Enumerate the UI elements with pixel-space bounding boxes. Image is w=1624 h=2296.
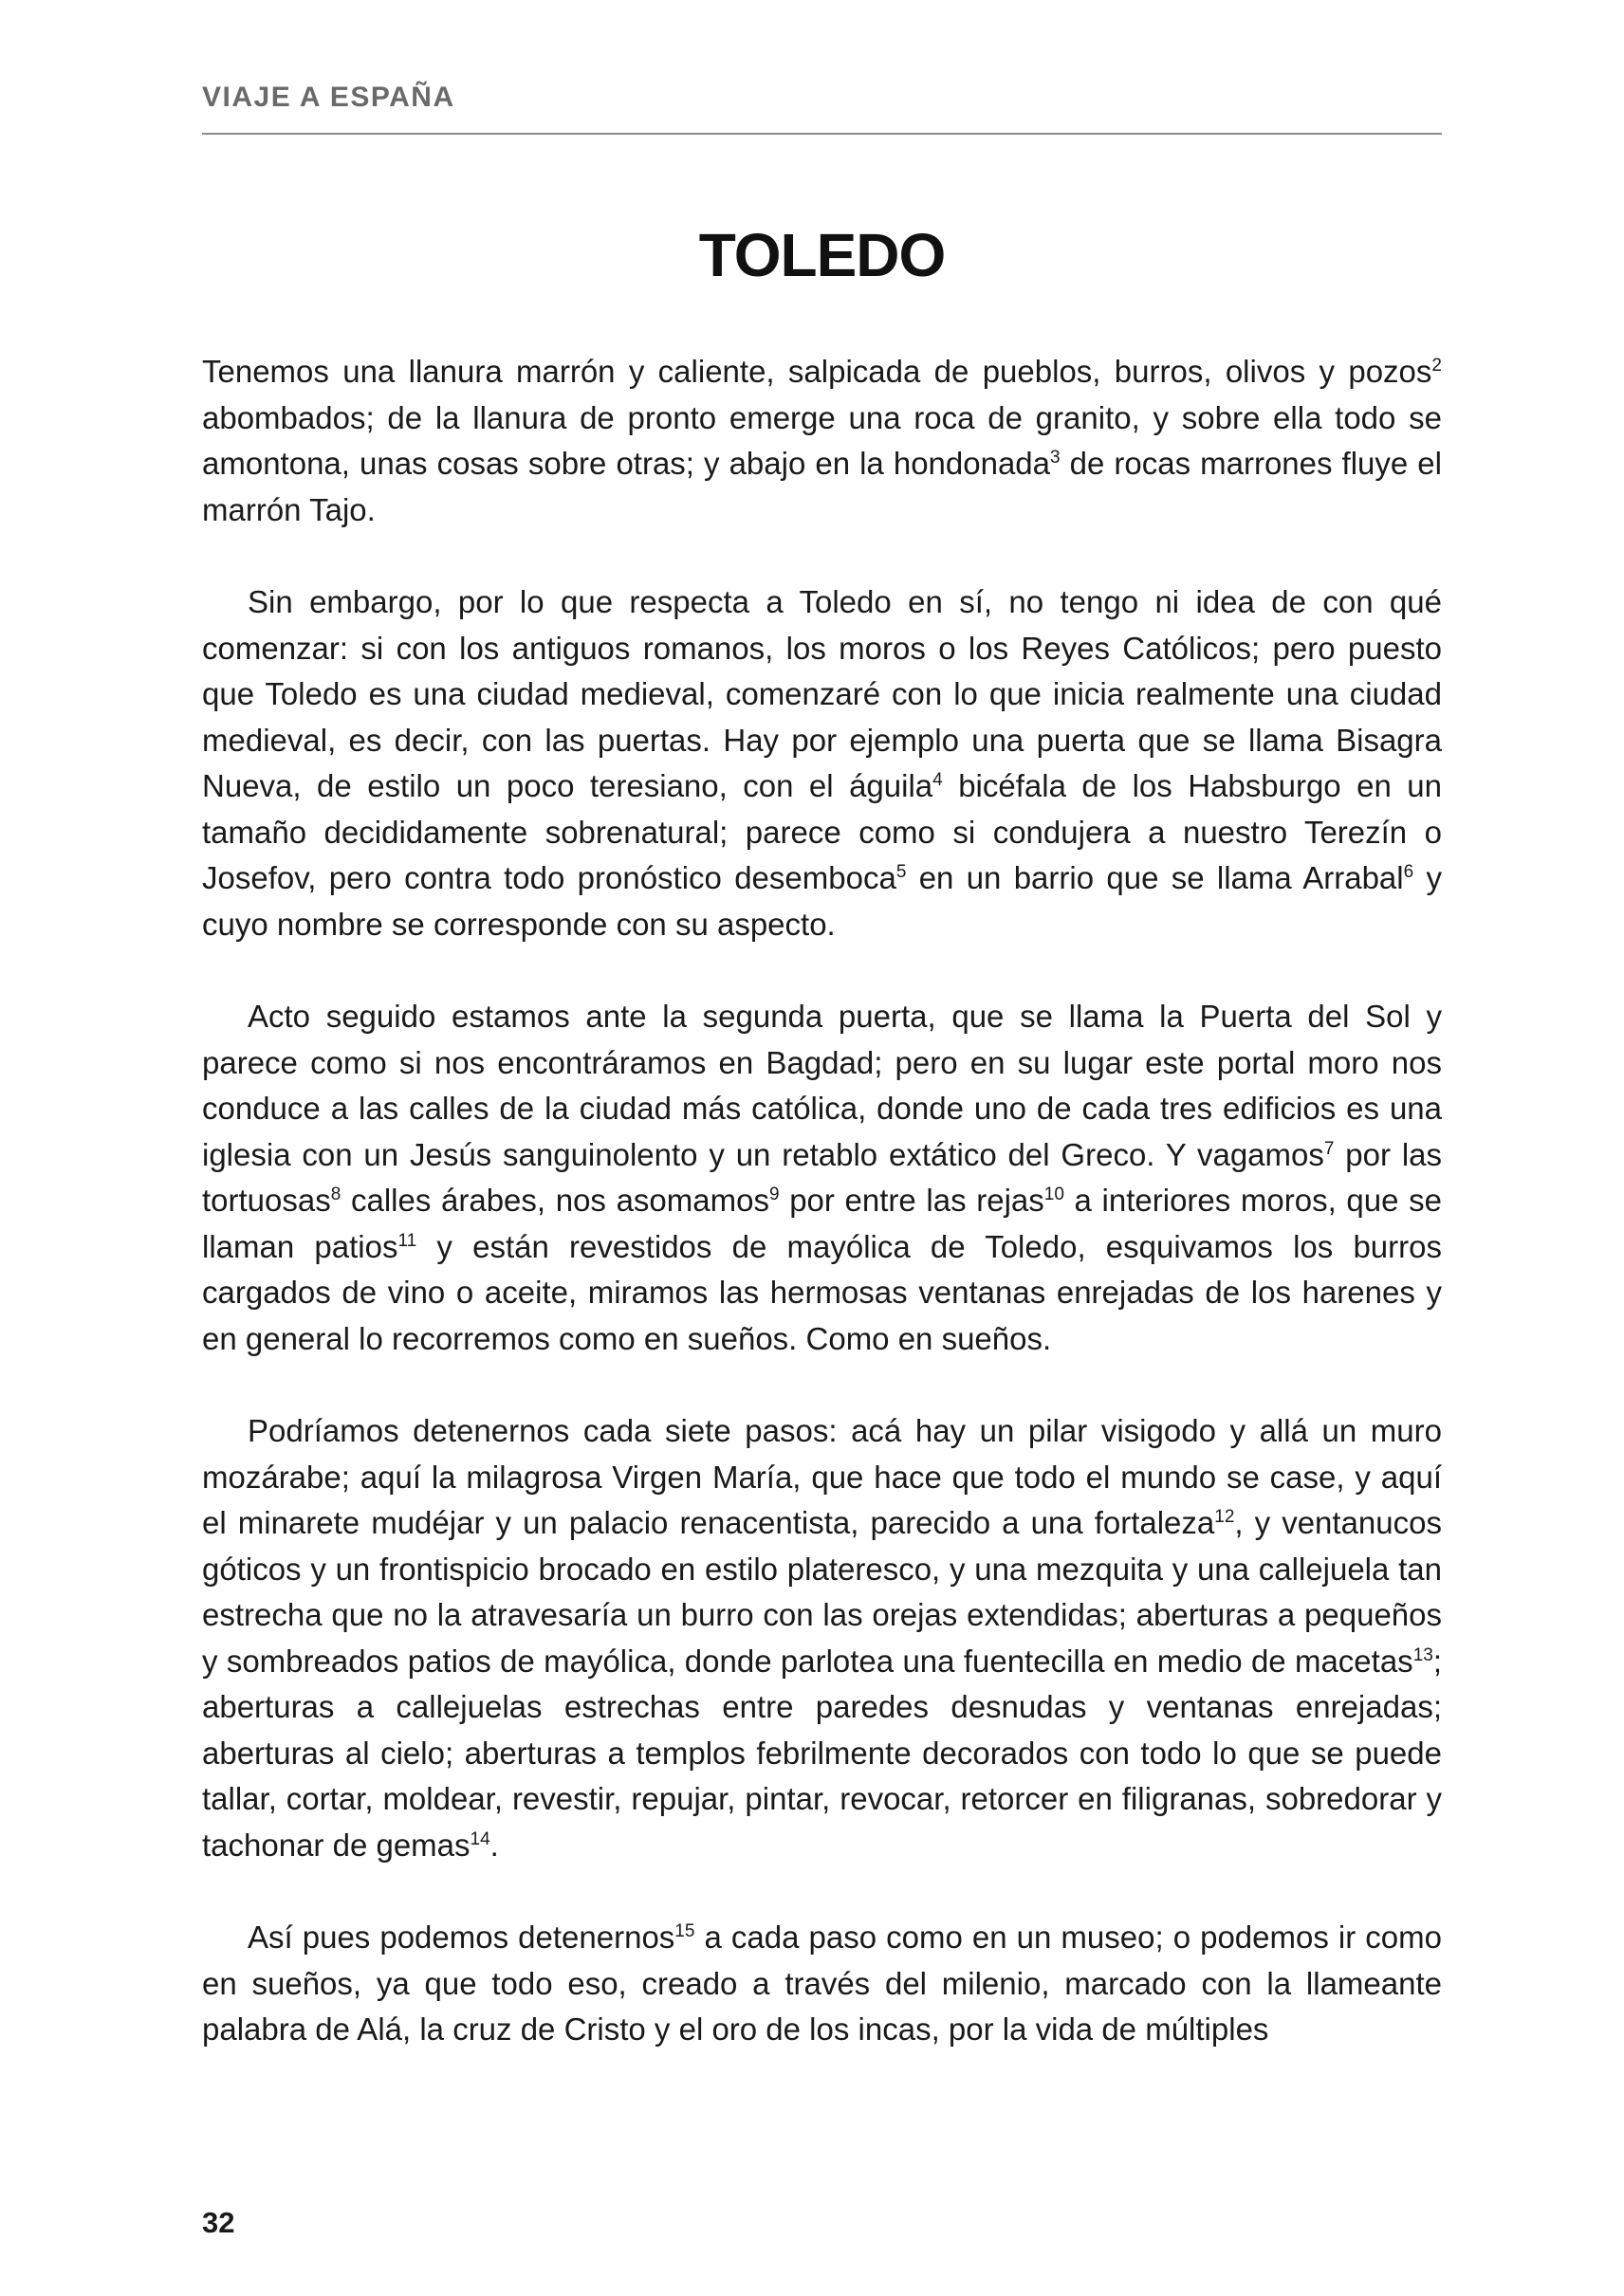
- footnote-marker: 14: [470, 1828, 490, 1849]
- body-text: [202, 349, 1442, 2053]
- footnote-marker: 12: [1214, 1507, 1235, 1527]
- footnote-marker: 3: [1050, 448, 1061, 468]
- footnote-marker: 11: [397, 1230, 417, 1251]
- footnote-marker: 15: [674, 1921, 695, 1941]
- text-run: y cuyo nombre se corresponde con su aspecto.: [202, 860, 1442, 942]
- running-head: VIAJE A ESPAÑA: [202, 82, 455, 113]
- text-run: a cada paso como en un museo; o podemos ir como en sueños, ya que todo eso, creado a través del milenio, marcado con la llameante palabra de Alá, la cruz de Cristo y el oro de los incas, por la vida de múltiples: [202, 1919, 1442, 2047]
- text-run: ; aberturas a callejuelas estrechas entre paredes desnudas y ventanas enrejadas; aberturas al cielo; aberturas a templos febrilmente decorados con todo lo que se puede tallar, cortar, moldear, revestir, repujar, pintar, revocar, retorcer en filigranas, sobredorar y tachonar de gemas: [202, 1643, 1442, 1863]
- text-run: Sin embargo, por lo que respecta a Toledo en sí, no tengo ni idea de con qué comenzar: si con los antiguos romanos, los moros o los Reyes Católicos; pero puesto que Toledo es una ciudad medieval, comenzaré con lo que inicia realmente una ciudad medieval, es decir, con las puertas. Hay por ejemplo una puerta que se llama Bisagra Nueva, de estilo un poco teresiano, con el águila: [202, 584, 1442, 803]
- footnote-marker: 8: [330, 1185, 341, 1204]
- footnote-marker: 13: [1412, 1644, 1433, 1665]
- paragraph: [202, 579, 1442, 947]
- text-run: Tenemos una llanura marrón y caliente, salpicada de pueblos, burros, olivos y pozos: [202, 354, 1432, 389]
- paragraph: [202, 994, 1442, 1362]
- header-rule: [202, 133, 1442, 135]
- text-run: calles árabes, nos asomamos: [341, 1183, 769, 1218]
- text-run: y están revestidos de mayólica de Toledo, esquivamos los burros cargados de vino o aceite, miramos las hermosas ventanas enrejadas de los harenes y en general lo recorremos como en sueños. Como en sueños.: [202, 1228, 1442, 1356]
- text-run: .: [489, 1827, 499, 1863]
- footnote-marker: 5: [895, 862, 907, 882]
- footnote-marker: 6: [1403, 862, 1414, 882]
- text-run: de rocas marrones fluye el marrón Tajo.: [202, 446, 1442, 527]
- text-run: bicéfala de los Habsburgo en un tamaño decididamente sobrenatural; parece como si condujera a nuestro Terezín o Josefov, pero contra todo pronóstico desemboca: [202, 768, 1442, 895]
- text-run: , y ventanucos góticos y un frontispicio brocado en estilo plateresco, y una mezquita y una callejuela tan estrecha que no la atravesaría un burro con las orejas extendidas; aberturas a pequeños y sombreados patios de mayólica, donde parlotea una fuentecilla en medio de macetas: [202, 1505, 1442, 1679]
- text-run: por entre las rejas: [779, 1183, 1044, 1218]
- text-run: abombados; de la llanura de pronto emerge una roca de granito, y sobre ella todo se amontona, unas cosas sobre otras; y abajo en la hondonada: [202, 399, 1442, 481]
- text-run: Podríamos detenernos cada siete pasos: acá hay un pilar visigodo y allá un muro mozárabe; aquí la milagrosa Virgen María, que hace que todo el mundo se case, y aquí el minarete mudéjar y un palacio renacentista, parecido a una fortaleza: [202, 1413, 1442, 1540]
- footnote-marker: 7: [1323, 1138, 1335, 1159]
- text-run: Acto seguido estamos ante la segunda puerta, que se llama la Puerta del Sol y parece como si nos encontráramos en Bagdad; pero en su lugar este portal moro nos conduce a las calles de la ciudad más católica, donde uno de cada tres edificios es una iglesia con un Jesús sanguinolento y un retablo extático del Greco. Y vagamos: [202, 999, 1442, 1172]
- footnote-marker: 2: [1431, 356, 1442, 376]
- text-run: por las tortuosas: [202, 1136, 1443, 1218]
- footnote-marker: 10: [1043, 1185, 1064, 1204]
- paragraph: [202, 1915, 1442, 2053]
- footnote-marker: 4: [932, 770, 943, 790]
- footnote-marker: 9: [768, 1185, 780, 1204]
- chapter-title: TOLEDO: [698, 221, 946, 289]
- paragraph: [202, 1408, 1442, 1868]
- paragraph: [202, 349, 1442, 533]
- text-run: a interiores moros, que se llaman patios: [202, 1183, 1442, 1264]
- page-number: 32: [202, 2206, 235, 2239]
- text-run: en un barrio que se llama Arrabal: [906, 860, 1404, 895]
- text-run: Así pues podemos detenernos: [248, 1919, 675, 1955]
